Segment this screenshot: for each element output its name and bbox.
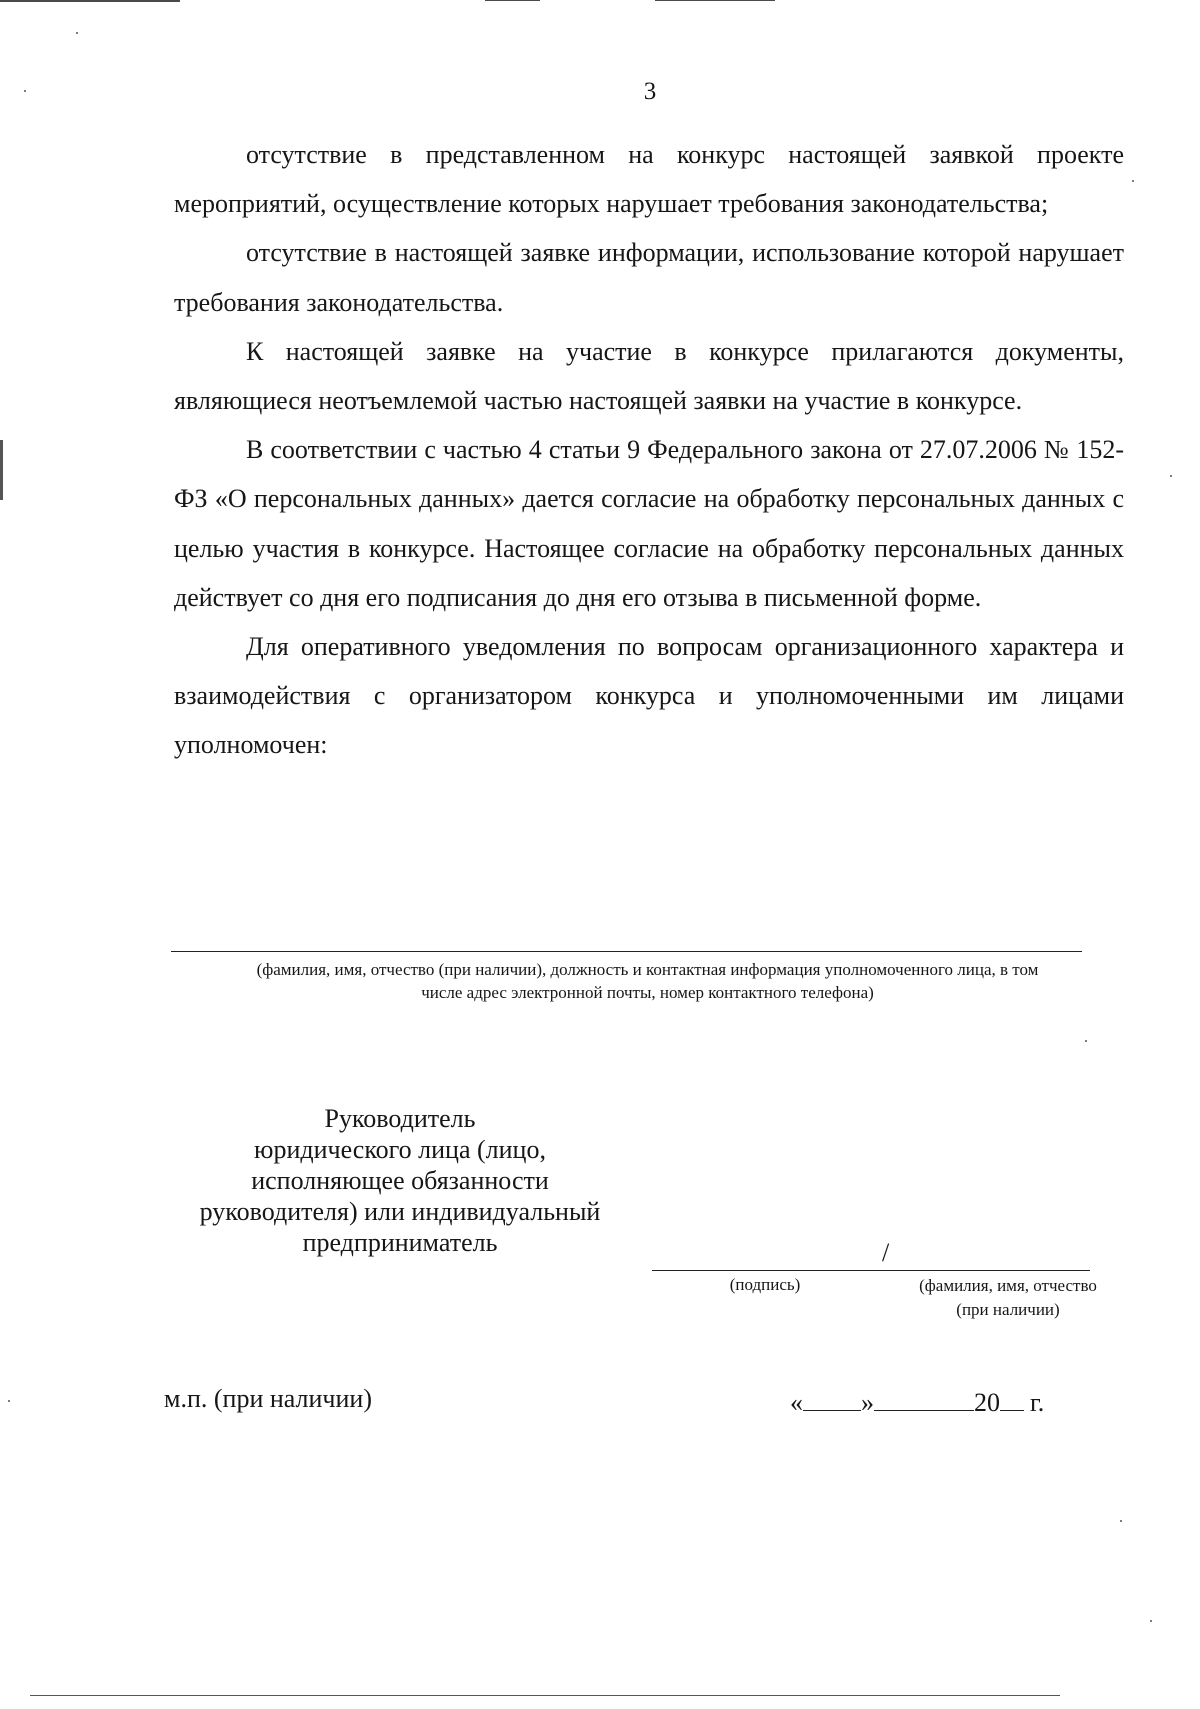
scan-speck bbox=[1150, 1620, 1152, 1622]
date-year-prefix: 20 bbox=[974, 1388, 1000, 1417]
date-year-blank bbox=[1000, 1384, 1024, 1411]
signature-fill-line bbox=[652, 1270, 1090, 1271]
authorized-person-fill-line bbox=[171, 951, 1082, 952]
manager-title-line: Руководитель bbox=[324, 1104, 476, 1133]
scan-speck bbox=[8, 1400, 10, 1402]
contact-caption-line1: (фамилия, имя, отчество (при наличии), должность и контактная информация уполномоченного лица, в том bbox=[256, 960, 1039, 979]
date-field bbox=[790, 1384, 1090, 1420]
signature-caption: (подпись) bbox=[729, 1275, 801, 1294]
paragraph-attached-documents: К настоящей заявке на участие в конкурсе прилагаются документы, являющиеся неотъемлемой частью настоящей заявки на участие в конкурсе. bbox=[174, 336, 1124, 416]
scan-speck bbox=[1085, 1040, 1087, 1042]
scan-speck bbox=[76, 32, 78, 34]
date-close-quote: » bbox=[861, 1388, 874, 1417]
date-year-suffix: г. bbox=[1030, 1388, 1045, 1417]
paragraph-violation-projects: отсутствие в представленном на конкурс настоящей заявкой проекте мероприятий, осуществление которых нарушает требования законодательства; bbox=[174, 140, 1124, 219]
scan-speck bbox=[1132, 180, 1134, 182]
scan-margin-mark bbox=[30, 1695, 1060, 1696]
scan-speck bbox=[1170, 475, 1172, 477]
seal-note: м.п. (при наличии) bbox=[164, 1384, 372, 1413]
manager-title-line: юридического лица (лицо, bbox=[254, 1135, 546, 1164]
manager-title-line: предприниматель bbox=[302, 1228, 498, 1257]
date-open-quote: « bbox=[790, 1388, 803, 1417]
date-month-blank bbox=[874, 1384, 974, 1411]
body-text bbox=[174, 130, 1124, 770]
manager-title-line: исполняющее обязанности bbox=[251, 1166, 549, 1195]
name-caption bbox=[888, 1274, 1128, 1322]
paragraph-authorized-person: Для оперативного уведомления по вопросам организационного характера и взаимодействия с организатором конкурса и уполномоченными им лицами уполномочен: bbox=[174, 632, 1124, 760]
paragraph-violation-info: отсутствие в настоящей заявке информации, использование которой нарушает требования законодательства. bbox=[174, 238, 1124, 317]
scan-speck bbox=[1120, 1520, 1122, 1522]
manager-title bbox=[150, 1103, 650, 1258]
contact-caption bbox=[160, 958, 1135, 1004]
scan-edge-line bbox=[0, 0, 180, 2]
name-caption-line2: (при наличии) bbox=[956, 1300, 1060, 1319]
contact-caption-line2: числе адрес электронной почты, номер контактного телефона) bbox=[421, 983, 874, 1002]
page-number: 3 bbox=[643, 78, 657, 105]
scan-margin-mark bbox=[0, 440, 3, 500]
name-caption-line1: (фамилия, имя, отчество bbox=[919, 1276, 1097, 1295]
scan-speck bbox=[24, 90, 26, 92]
scan-edge-line bbox=[485, 0, 540, 1]
paragraph-personal-data-consent: В соответствии с частью 4 статьи 9 Федерального закона от 27.07.2006 № 152-ФЗ «О персональных данных» дается согласие на обработку персональных данных с целью участия в конкурсе. Настоящее согласие на обработку персональных данных действует со дня его подписания до дня его отзыва в письменной форме. bbox=[174, 435, 1124, 612]
scan-edge-line bbox=[655, 0, 775, 1]
signature-separator: / bbox=[882, 1238, 890, 1267]
date-day-blank bbox=[803, 1384, 861, 1411]
manager-title-line: руководителя) или индивидуальный bbox=[199, 1197, 601, 1226]
